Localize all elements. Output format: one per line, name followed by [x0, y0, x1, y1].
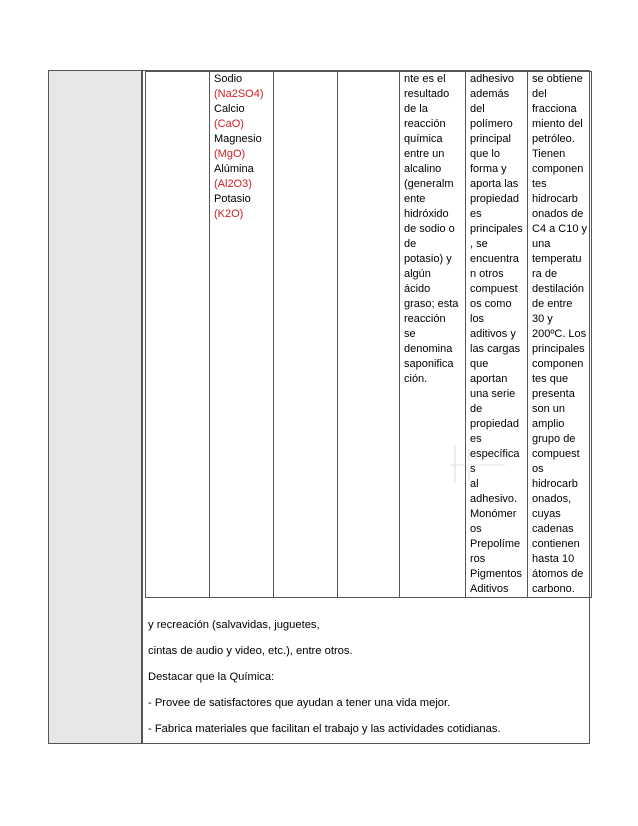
paragraph-5: - Fabrica materiales que facilitan el trabajo y las actividades cotidianas. — [148, 723, 501, 735]
petroleum-fraction-text: se obtiene del fracciona miento del petróleo. Tienen componen tes hidrocarb onados de C4 a C10 y una temperatu ra de destilación de entre 30 y 200ºC. Los principales componen tes que presenta son un amplio grupo de compuest os hidrocarb onados, cuyas cadenas contienen hasta 10 átomos de carbono. — [532, 73, 588, 595]
compound-name: Sodio — [214, 73, 243, 85]
inner-data-table — [145, 71, 592, 598]
compounds-list — [214, 72, 271, 222]
continuation-text — [148, 618, 588, 748]
compound-formula: (CaO) — [214, 118, 244, 130]
table-cell-3 — [274, 72, 338, 598]
faded-equation-image — [449, 441, 509, 487]
table-cell-2 — [210, 72, 274, 598]
compound-formula: (Al2O3) — [214, 178, 252, 190]
compound-formula: (MgO) — [214, 148, 246, 160]
compound-name: Potasio — [214, 193, 251, 205]
compound-name: Magnesio — [214, 133, 262, 145]
table-cell-1 — [146, 72, 210, 598]
compound-formula: (Na2SO4) — [214, 88, 264, 100]
paragraph-1: y recreación (salvavidas, juguetes, — [148, 619, 320, 631]
paragraph-2: cintas de audio y video, etc.), entre otros. — [148, 645, 353, 657]
saponification-text: nte es el resultado de la reacción química entre un alcalino (generalm ente hidróxido de sodio o de potasio) y algún ácido graso; esta reacción se denomina saponifica ción. — [404, 73, 459, 385]
compound-formula: (K2O) — [214, 208, 244, 220]
table-cell-5 — [400, 72, 466, 598]
compound-name: Calcio — [214, 103, 245, 115]
paragraph-4: - Provee de satisfactores que ayudan a tener una vida mejor. — [148, 697, 451, 709]
paragraph-3: Destacar que la Química: — [148, 671, 275, 683]
table-cell-6 — [466, 72, 528, 598]
table-cell-4 — [338, 72, 400, 598]
table-cell-7 — [528, 72, 592, 598]
compound-name: Alúmina — [214, 163, 254, 175]
left-shaded-column — [49, 71, 143, 743]
adhesive-components-text: adhesivo además del polímero principal que lo forma y aporta las propiedad es principales , se encuentra n otros compuest os como los aditivos y las cargas que aportan una serie de propiedad es específicas al adhesivo. Monómer os Prepolíme ros Pigmentos Aditivos — [470, 73, 523, 595]
